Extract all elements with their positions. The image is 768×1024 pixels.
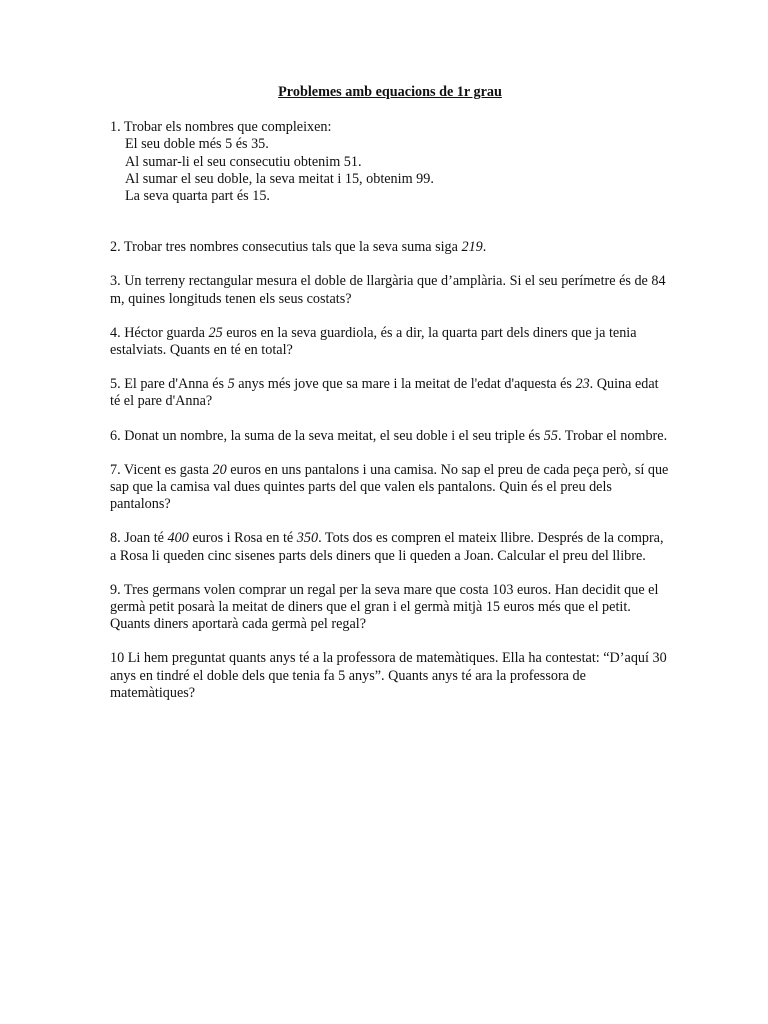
problem-8-mid: euros i Rosa en té	[188, 530, 297, 547]
problem-4	[110, 325, 670, 359]
problem-5-pre: 5. El pare d'Anna és	[110, 376, 228, 393]
document-title: Problemes amb equacions de 1r grau	[278, 84, 502, 100]
problem-6	[110, 428, 670, 445]
problem-9	[110, 582, 670, 634]
problem-7-number: 20	[212, 461, 227, 478]
problem-5-number-a: 5	[227, 376, 235, 393]
problem-7-pre: 7. Vicent es gasta	[110, 461, 213, 478]
problem-2-post: .	[482, 239, 487, 256]
problem-5-number-b: 23	[575, 376, 590, 393]
problem-6-text	[110, 428, 670, 445]
problem-6-number: 55	[543, 427, 558, 444]
problem-2-pre: 2. Trobar tres nombres consecutius tals que la seva suma siga	[110, 239, 462, 256]
problem-1-item-a: El seu doble més 5 és 35.	[125, 136, 269, 153]
problem-1-intro: 1. Trobar els nombres que compleixen:	[110, 119, 332, 136]
problem-5-post: . Quina edat té el pare d'Anna?	[110, 376, 659, 410]
problem-3	[110, 273, 670, 307]
problem-4-pre: 4. Héctor guarda	[110, 324, 209, 341]
problem-2-text	[110, 239, 670, 256]
problem-4-text	[110, 325, 670, 359]
problem-5-text	[110, 376, 670, 410]
problem-7-post: euros en uns pantalons i una camisa. No sap el preu de cada peça però, sí que sap que la camisa val dues quintes parts del que valen els pantalons. Quin és el preu dels pantalons?	[110, 461, 669, 513]
problem-10-text: 10 Li hem preguntat quants anys té a la professora de matemàtiques. Ella ha contestat: “D’aquí 30 anys en tindré el doble dels que tenia fa 5 anys”. Quants anys té ara la professora de matemàtiques?	[110, 650, 667, 701]
problem-1	[110, 119, 670, 205]
problem-8-number-a: 400	[167, 530, 189, 547]
problem-8-text	[110, 530, 670, 564]
problem-3-text: 3. Un terreny rectangular mesura el doble de llargària que d’amplària. Si el seu perímetre és de 84 m, quines longituds tenen els seus costats?	[110, 273, 666, 307]
problem-8-number-b: 350	[296, 530, 319, 547]
problem-7-text	[110, 462, 670, 514]
problem-4-number: 25	[208, 324, 223, 341]
problem-1-items	[125, 136, 670, 205]
problem-8-pre: 8. Joan té	[110, 530, 168, 547]
problem-2	[110, 239, 670, 256]
problem-1-item-b: Al sumar-li el seu consecutiu obtenim 51.	[125, 153, 362, 170]
problem-1-item-c: Al sumar el seu doble, la seva meitat i 15, obtenim 99.	[125, 170, 434, 187]
problem-5	[110, 376, 670, 410]
problem-5-mid: anys més jove que sa mare i la meitat de l'edat d'aquesta és	[234, 376, 576, 393]
problem-8	[110, 530, 670, 564]
problem-1-item-d: La seva quarta part és 15.	[125, 188, 270, 205]
problem-6-pre: 6. Donat un nombre, la suma de la seva meitat, el seu doble i el seu triple és	[110, 427, 544, 444]
problem-7	[110, 462, 670, 514]
problem-4-post: euros en la seva guardiola, és a dir, la quarta part dels diners que ja tenia estalviats. Quants en té en total?	[110, 324, 637, 359]
problem-9-text: 9. Tres germans volen comprar un regal per la seva mare que costa 103 euros. Han decidit que el germà petit posarà la meitat de diners que el gran i el germà mitjà 15 euros més que el petit. Quants diners aportarà cada germà pel regal?	[110, 581, 659, 633]
worksheet-page	[110, 84, 670, 719]
problem-2-number: 219	[461, 239, 483, 256]
problem-10	[110, 650, 670, 702]
problem-8-post: . Tots dos es compren el mateix llibre. Després de la compra, a Rosa li queden cinc sisenes parts dels diners que li queden a Joan. Calcular el preu del llibre.	[110, 530, 664, 564]
problem-6-post: . Trobar el nombre.	[557, 427, 668, 444]
